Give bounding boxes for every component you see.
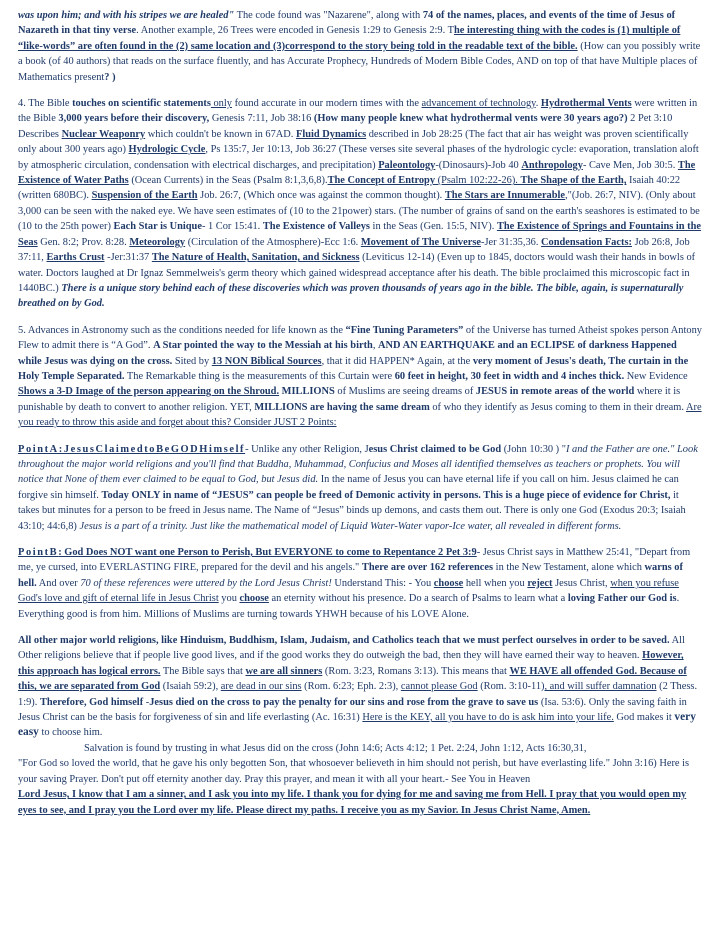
text-span: 13 NON Biblical Sources: [211, 355, 322, 367]
text-span: Meteorology: [129, 236, 186, 248]
text-span: cannot please God: [400, 681, 478, 693]
text-span: , and will suffer damnation: [544, 681, 657, 693]
text-span: The Existence of Valleys: [262, 221, 370, 233]
text-span: only: [210, 98, 232, 110]
paragraph-astronomy: [18, 323, 702, 431]
spacer: [18, 312, 702, 323]
text-span: Movement of The Universe: [360, 236, 481, 248]
text-span: MILLIONS are having the same dream: [254, 401, 430, 413]
text-span: it takes but minutes for a person to be freed in Jesus name. The Name of “Jesus” binds up demons, and casts them out. There is only one God (Exodus 20:3; Isaiah 43:10; 44:6,8): [18, 489, 686, 532]
text-span: we are all sinners: [245, 665, 323, 677]
text-span: Jesus Christ,: [552, 577, 611, 589]
paragraph-prayer: [18, 787, 702, 818]
text-span: (How can you possibly write a book (of 40 authors) that reads on the surface fluently, and has Accurate Prophecy, Hundreds of Modern Bible Codes, AND on top of that have Multiple places of Mathematics present: [18, 40, 701, 83]
text-span: "For God so loved the world, that he gave his only begotten Son, that whosoever believeth in him should not perish, but have everlasting life." John 3:16) Here is your saving Prayer. Don't put off eternity another day. Pray this prayer, and mean it with all your heart.- See You in Heaven: [18, 758, 690, 785]
text-span: (Leviticus 12-14) (Even up to 1845, doctors would wash their hands in bowls of water. Doctors laughed at Dr Ignaz Semmelweis's germ theory which gained widespread acceptance after his death. The bible proclaimed this microscopic fact in 1440BC.): [18, 252, 696, 294]
text-span: very easy: [18, 711, 696, 739]
text-span: , Ps 135:7, Jer 10:13, Job 36:27 (These verses site several phases of the hydrologic cycle: evaporation, translation aloft by atmospheric circulation, condensation with electrical discharges, and precipitation): [18, 144, 699, 171]
text-span: Condensation Facts:: [541, 236, 632, 248]
text-span: described in Job 28:25 (The fact that air has weight was proven scientifically only about 300 years ago): [18, 128, 689, 156]
text-span: choose: [433, 577, 464, 589]
text-span: God makes it: [613, 712, 675, 724]
text-span: Jesus died on the cross to pay the penalty for our sins and rose from the grave to save us: [149, 696, 539, 708]
text-span: All other major world religions, like Hinduism, Buddhism, Islam, Judaism, and Catholics teach that we must perfect ourselves in order to be saved.: [18, 635, 670, 647]
text-span: Understand This: - You: [331, 577, 434, 589]
text-span: very moment of Jesus's death, The curtain in the Holy Temple Separated.: [18, 355, 689, 382]
text-span: 60 feet in height, 30 feet in width and 4 inches thick.: [394, 370, 625, 382]
text-span: of the Universe has turned Atheist spokes person Antony Flew to admit there is “A God”.: [18, 324, 702, 352]
text-span: . Another example, 26 Trees were encoded in Genesis 1:29 to Genesis 2:9. T: [136, 25, 454, 37]
text-span: was upon him; and with his stripes we are healed": [18, 10, 235, 21]
text-span: ,"(Job. 26:7, NIV). (Only about 3,000 can be seen with the naked eye. We have seen estimates of (10 to the 21power) stars. (The number of grains of sand on the earth's seashores is estimated to be (10 to the 25th power): [18, 190, 700, 233]
text-span: (How many people knew what hydrothermal vents were 30 years ago?): [313, 113, 628, 125]
point-b-heading: PointB: [18, 547, 59, 558]
text-span: Nuclear Weaponry: [61, 128, 146, 140]
paragraph-scientific-statements: [18, 96, 702, 312]
text-span: Job 26:8, Job 37:11,: [18, 236, 690, 264]
text-span: Salvation is found by trusting in what Jesus did on the cross (John 14:6; Acts 4:12; 1 Pet. 2:24, John 1:12, Acts 16:30,31,: [84, 742, 587, 754]
text-span: Sited by: [172, 355, 212, 367]
text-span: Therefore, God himself: [39, 696, 144, 708]
text-span: I and the Father are one." Look throughout the major world religions and you'll find that Buddha, Muhammad, Confucius and Moses all identified themselves as teachers or prophets. You will notice that None of them ever claimed to be equal to God, but Jesus did.: [18, 443, 698, 486]
text-span: Paleontology: [378, 159, 436, 171]
text-span: in the Seas (Gen. 15:5, NIV).: [369, 221, 497, 233]
text-span: 5. Advances in Astronomy such as the conditions needed for life known as the: [18, 324, 346, 336]
text-span: esus Christ claimed to be God: [368, 443, 502, 455]
text-span: Fluid Dynamics: [295, 128, 367, 140]
text-span: reject: [527, 577, 553, 589]
spacer: [18, 534, 702, 545]
paragraph-other-religions: [18, 633, 702, 741]
text-span: where it is punishable by death to convert to another religion. YET,: [18, 386, 681, 413]
text-span: (Psalm 102:22-26).: [435, 175, 521, 187]
text-span: (Rom. 6:23; Eph. 2:3),: [301, 681, 401, 693]
text-span: (Isa. 53:6). Only the saving faith in Jesus Christ can be the basis for forgiveness of sin and life everlasting (Ac. 16:31): [18, 696, 687, 724]
text-span: which couldn't be known in 67AD.: [145, 128, 296, 140]
text-span: loving Father our God is: [567, 593, 677, 605]
text-span: - Unlike any other Religion, J: [245, 443, 369, 455]
text-span: - Cave Men, Job 30:5.: [582, 159, 678, 171]
spacer: [18, 85, 702, 96]
text-span: WE HAVE all offended God. Because of this, we are separated from God: [18, 665, 687, 693]
text-span: (Isaiah 59:2),: [160, 681, 221, 693]
text-span: And over: [36, 577, 81, 589]
text-span: - Jesus Christ says in Matthew 25:41, "Depart from me, ye cursed, into EVERLASTING FIRE, prepared for the devil and his angels.": [18, 547, 691, 574]
prayer-text: Lord Jesus, I know that I am a sinner, and I ask you into my life. I thank you for dying for me and saving me from Hell. I pray that you would open my eyes to see, and I pray you the Lord over my life. Please direct my paths. I receive you as my Savior. In Jesus Christ Name, Amen.: [18, 789, 687, 816]
text-span: to choose him.: [38, 727, 103, 739]
text-span: There is a unique story behind each of these discoveries which was proven thousands of years ago in the bible. The bible, again, is supernaturally breathed on by God.: [18, 282, 684, 310]
text-span: However, this approach has logical errors.: [18, 650, 684, 677]
text-span: AND AN EARTHQUAKE and an ECLIPSE of darkness Happened while Jesus was dying on the cross.: [18, 340, 677, 367]
text-span: choose: [239, 593, 269, 605]
text-span: All Other religions believe that if people live good lives, and if the good works they do outweigh the bad, then they will have earned their way to heaven.: [18, 635, 685, 662]
text-span: Shows a 3-D Image of the person appearing on the Shroud.: [18, 386, 280, 398]
text-span: Hydrologic Cycle: [128, 144, 206, 156]
text-span: Job. 26:7, (Which once was against the common thought).: [197, 190, 445, 202]
text-span: The Bible says that: [160, 665, 246, 677]
text-span: of who they identify as Jesus coming to them in their dream.: [429, 401, 686, 413]
text-span: were written in the Bible: [18, 98, 698, 125]
paragraph-point-b: [18, 545, 702, 622]
text-span: hell when you: [463, 577, 528, 589]
text-span: Isaiah 40:22 (written 680BC).: [18, 175, 681, 202]
paragraph-salvation-line: [18, 741, 702, 756]
text-span: A Star pointed the way to the Messiah at his birth: [153, 340, 373, 352]
paragraph-salvation-body: [18, 756, 702, 787]
text-span: The Concept of Entropy: [327, 175, 436, 187]
text-span: New Evidence: [624, 370, 688, 382]
text-span: The code found was "Nazarene", along with: [234, 10, 423, 21]
text-span: 4. The Bible: [18, 98, 73, 110]
text-span: found accurate in our modern times with the: [231, 98, 422, 110]
text-span: -Jer:31:37: [104, 252, 152, 264]
text-span: . Everything good is from him. Millions of Muslims are turning towards YHWH because of his LOVE Alone.: [18, 593, 680, 620]
text-span: Hydrothermal Vents: [540, 98, 632, 110]
text-span: (Ocean Currents) in the Seas (Psalm 8:1,3,6,8).: [128, 175, 328, 187]
spacer: [18, 622, 702, 633]
text-span: when you refuse God's love and gift of eternal life in Jesus Christ: [18, 577, 679, 605]
text-span: Suspension of the Earth: [91, 190, 198, 202]
text-span: you: [218, 593, 240, 605]
text-span: The Existence of Water Paths: [18, 159, 696, 187]
spacer: [18, 431, 702, 442]
text-span: Are you ready to throw this aside and forget about this? Consider JUST 2 Points:: [18, 401, 702, 429]
text-span: Each Star is Unique: [113, 221, 202, 233]
text-span: (Circulation of the Atmosphere)-Ecc 1:6.: [185, 236, 361, 248]
text-span: 74 of the names, places, and events of the time of Jesus of Nazareth in that tiny verse: [18, 10, 676, 37]
text-span: - 1 Cor 15:41.: [201, 221, 263, 233]
text-span: he interesting thing with the codes is (1) multiple of “like-words” are often found in the (2) same location and (3)correspond to the story being told in the readable text of the bible.: [18, 25, 681, 52]
paragraph-bible-codes: [18, 8, 702, 85]
text-span: Here is the KEY, all you have to do is ask him into your life.: [362, 712, 614, 724]
text-span: In the name of Jesus you can have eternal life if you call on him. Jesus claimed he can forgive sin himself.: [18, 474, 679, 501]
text-span: an eternity without his presence. Do a search of Psalms to learn what a: [268, 593, 568, 605]
text-span: The Stars are Innumerable: [444, 190, 566, 202]
text-span: : God Does NOT want one Person to Perish, But EVERYONE to come to Repentance 2 Pet 3:9: [58, 547, 477, 558]
text-span: of Muslims are seeing dreams of: [334, 386, 476, 398]
text-span: Jesus is a part of a trinity. Just like the mathematical model of Liquid Water-Water vapor-Ice water, all revealed in different forms.: [79, 520, 622, 532]
point-a-heading: PointA:JesusClaimedtoBeGODHimself: [18, 443, 246, 455]
text-span: ? ): [104, 71, 116, 83]
text-span: (John 10:30 ) ": [501, 443, 566, 455]
text-span: (2 Thess. 1:9).: [18, 681, 698, 708]
text-span: ,: [372, 340, 379, 352]
text-span: warns of hell.: [18, 562, 683, 589]
text-span: in the New Testament, alone which: [493, 562, 645, 574]
text-span: touches on scientific statements: [72, 98, 211, 110]
text-span: Genesis 7:11, Job 38:16: [209, 113, 314, 125]
text-span: Earths Crust: [46, 252, 105, 264]
text-span: The Remarkable thing is the measurements of this Curtain were: [124, 370, 395, 382]
text-span: There are over 162 references: [361, 562, 494, 574]
text-span: , that it did HAPPEN* Again, at the: [321, 355, 473, 367]
text-span: -(Dinosaurs)-Job 40: [435, 159, 522, 171]
text-span: MILLIONS: [281, 386, 335, 398]
text-span: Anthropology: [521, 159, 583, 171]
text-span: Today ONLY in name of “JESUS” can people be freed of Demonic activity in persons. This is a huge piece of evidence for Christ,: [101, 489, 671, 501]
paragraph-point-a: [18, 442, 702, 534]
text-span: 2 Pet 3:10 Describes: [18, 113, 673, 140]
text-span: JESUS in remote areas of the world: [475, 386, 635, 398]
text-span: The Nature of Health, Sanitation, and Sickness: [151, 252, 360, 264]
text-span: (Rom. 3:10-11): [477, 681, 545, 693]
text-span: The Existence of Springs and Fountains in the Seas: [18, 221, 702, 248]
text-span: -Jer 31:35,36.: [481, 236, 542, 248]
text-span: 3,000 years before their discovery,: [58, 113, 210, 125]
text-span: are dead in our sins: [220, 681, 302, 693]
text-span: “Fine Tuning Parameters”: [345, 324, 464, 336]
text-span: (Rom. 3:23, Romans 3:13). This means that: [322, 665, 510, 677]
text-span: The Shape of the Earth,: [520, 175, 627, 187]
text-span: Gen. 8:2; Prov. 8:28.: [37, 236, 130, 248]
text-span: -: [143, 696, 150, 708]
text-span: 70 of these references were uttered by the Lord Jesus Christ!: [80, 577, 332, 589]
text-span: .: [535, 98, 541, 110]
text-span: advancement of technology: [421, 98, 536, 110]
